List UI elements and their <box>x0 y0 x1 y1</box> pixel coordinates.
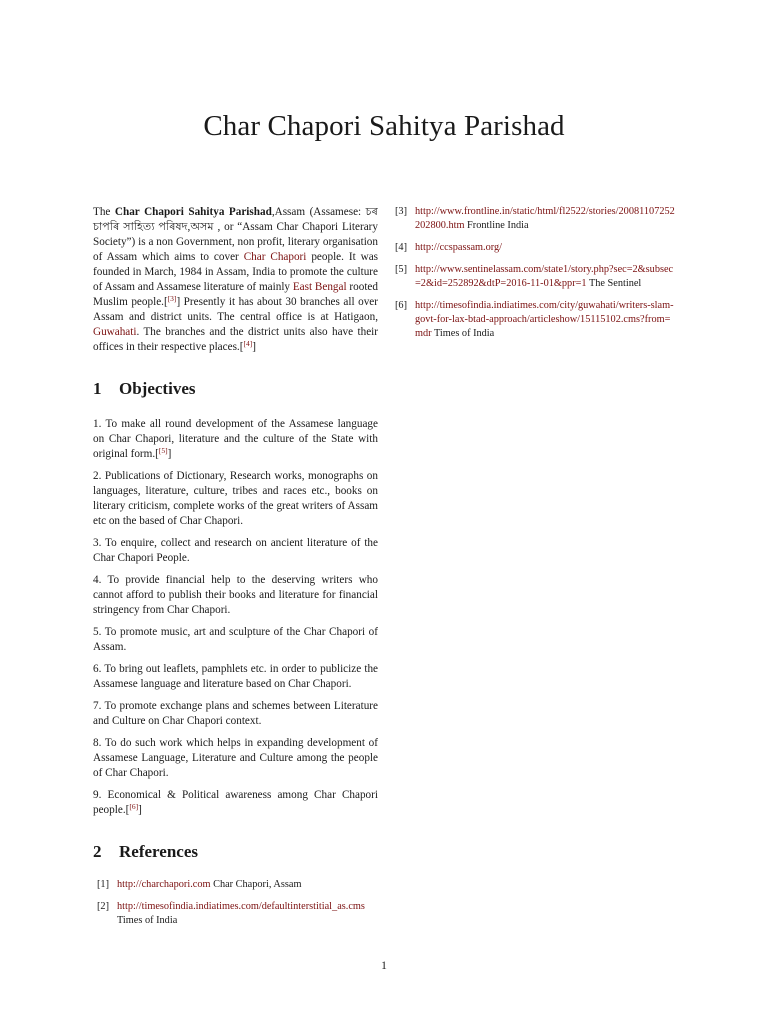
objective-item: 6. To bring out leaflets, pamphlets etc. in order to publicize the Assamese language and literature based on Char Chapori. <box>93 663 378 690</box>
reference-body <box>415 241 677 255</box>
citation-5[interactable]: [5] <box>158 446 168 455</box>
reference-desc: Char Chapori, Assam <box>210 879 302 890</box>
reference-link[interactable]: http://timesofindia.indiatimes.com/defaultinterstitial_as.cms <box>117 901 365 912</box>
intro-text: ,Assam (Assamese: চৰ চাপৰি সাহিত্য পৰিষদ,অসম , or “Assam Char Chapori Literary Society”) is a non Government, non profit, literary organisation of Assam which aims to cover <box>93 206 378 263</box>
section-title: References <box>119 842 198 861</box>
right-column <box>395 205 677 349</box>
guwahati-link[interactable]: Guwahati <box>93 326 137 338</box>
objectives-heading <box>93 379 378 399</box>
reference-item <box>395 299 677 341</box>
page-number: 1 <box>381 960 387 972</box>
reference-label: [6] <box>395 300 408 311</box>
objectives-list <box>93 417 378 818</box>
reference-desc: Times of India <box>117 915 178 926</box>
citation-3[interactable]: [3] <box>167 294 177 303</box>
reference-item <box>97 900 378 928</box>
objective-item: 2. Publications of Dictionary, Research works, monographs on languages, literature, culture, tribes and races etc., books on literary criticism, complete works of the great writers of Assam etc on the based of Char Chapori. <box>93 470 378 527</box>
char-chapori-link[interactable]: Char Chapori <box>243 251 307 263</box>
reference-item <box>395 241 677 255</box>
objective-text: 1. To make all round development of the Assamese language on Char Chapori, literature and the culture of the State with original form.[ <box>93 418 378 460</box>
objective-item: 8. To do such work which helps in expanding development of Assamese Language, Literature and Culture among the people of Char Chapori. <box>93 737 378 779</box>
objective-item: 7. To promote exchange plans and schemes between Literature and Culture on Char Chapori context. <box>93 700 378 727</box>
reference-body <box>117 900 378 928</box>
objective-item <box>93 788 378 818</box>
reference-body <box>415 299 677 341</box>
intro-paragraph <box>93 205 378 355</box>
reference-label: [1] <box>97 879 110 890</box>
reference-label: [2] <box>97 901 110 912</box>
page-title: Char Chapori Sahitya Parishad <box>203 110 565 142</box>
reference-body <box>415 263 677 291</box>
objective-item: 5. To promote music, art and sculpture of the Char Chapori of Assam. <box>93 626 378 653</box>
reference-link[interactable]: http://www.sentinelassam.com/state1/story.php?sec=2&subsec=2&id=252892&dtP=2016-11-01&ppr=1 <box>415 264 674 289</box>
reference-link[interactable]: http://timesofindia.indiatimes.com/city/guwahati/writers-slam-govt-for-lax-btad-approach/articleshow/15115102.cms?from=mdr <box>415 300 674 339</box>
objective-item: 4. To provide financial help to the deserving writers who cannot afford to publish their books and literature for financial stringency from Char Chapori. <box>93 574 378 616</box>
reference-item <box>97 878 378 892</box>
reference-label: [5] <box>395 264 408 275</box>
intro-text: people. It was founded in March, 1984 in Assam, India to promote the culture of Assam and Assamese literature of mainly <box>93 251 379 293</box>
intro-text: . The branches and the district units also have their offices in their respective places.[ <box>93 326 378 353</box>
references-list <box>93 878 378 928</box>
reference-link[interactable]: http://charchapori.com <box>117 879 211 890</box>
intro-text: ] <box>252 341 256 353</box>
objective-item <box>93 417 378 462</box>
reference-desc: Frontline India <box>464 220 529 231</box>
reference-label: [4] <box>395 242 408 253</box>
reference-link[interactable]: http://ccspassam.org/ <box>415 242 503 253</box>
intro-text: The <box>93 206 115 218</box>
reference-item <box>395 205 677 233</box>
reference-desc: Times of India <box>431 328 495 339</box>
objective-text: ] <box>167 448 172 460</box>
section-number: 2 <box>93 842 102 861</box>
objective-text: 9. Economical & Political awareness among Char Chapori people.[ <box>93 789 378 816</box>
section-title: Objectives <box>119 379 196 398</box>
objective-text: ] <box>138 804 142 816</box>
reference-body <box>415 205 677 233</box>
reference-link[interactable]: http://www.frontline.in/static/html/fl2522/stories/20081107252202800.htm <box>415 206 675 231</box>
reference-item <box>395 263 677 291</box>
section-number: 1 <box>93 379 102 398</box>
reference-body <box>117 878 378 892</box>
reference-label: [3] <box>395 206 408 217</box>
references-heading <box>93 842 378 862</box>
citation-6[interactable]: [6] <box>129 802 139 811</box>
left-column <box>93 205 378 936</box>
organization-name: Char Chapori Sahitya Parishad <box>114 206 272 218</box>
east-bengal-link[interactable]: East Bengal <box>292 281 347 293</box>
citation-4[interactable]: [4] <box>243 339 253 348</box>
objective-item: 3. To enquire, collect and research on ancient literature of the Char Chapori People. <box>93 537 378 564</box>
reference-desc: The Sentinel <box>586 278 642 289</box>
intro-text: ] Presently it has about 30 branches all over Assam and district units. The central office is at Hatigaon, <box>93 296 378 323</box>
intro-text: rooted Muslim people.[ <box>93 281 378 308</box>
